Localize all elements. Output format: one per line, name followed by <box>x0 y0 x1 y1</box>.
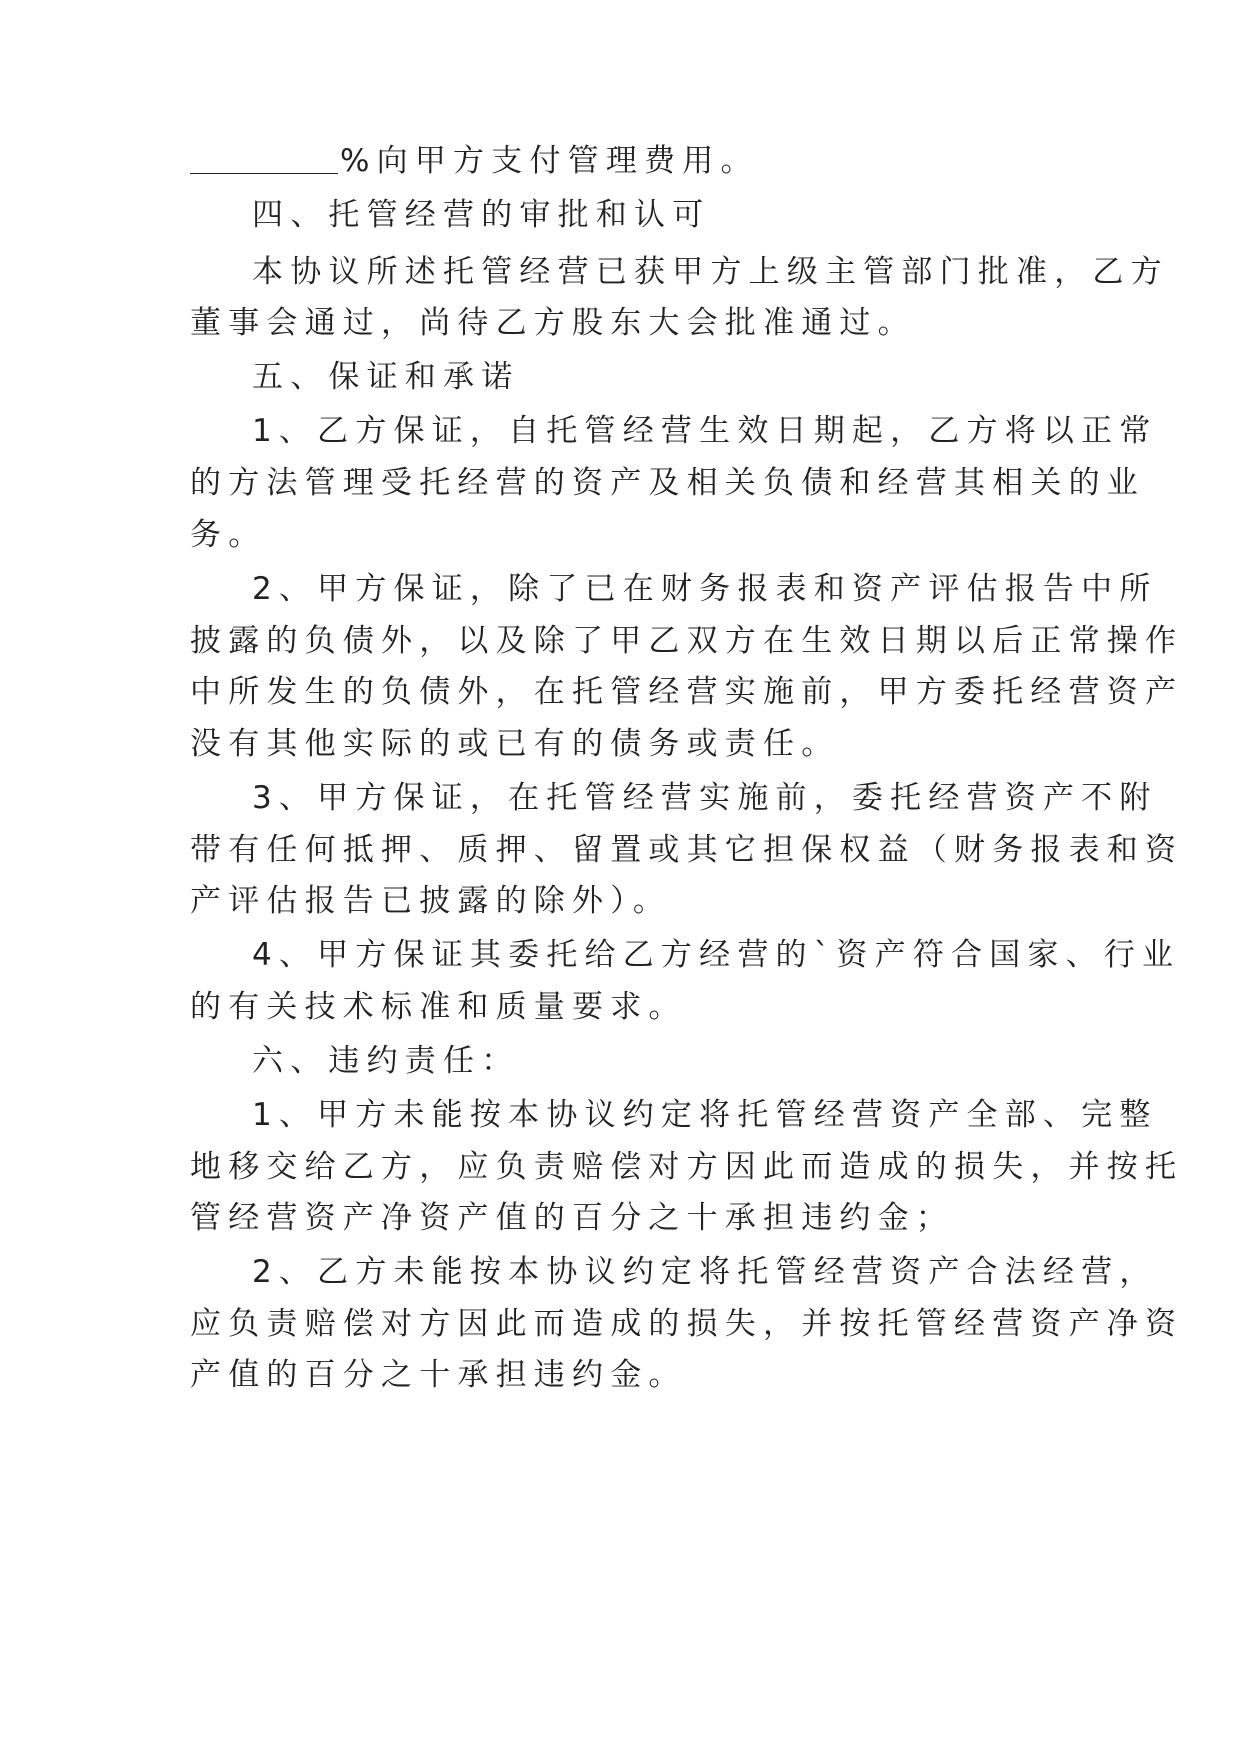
paragraph-line: 2、乙方未能按本协议约定将托管经营资产合法经营， <box>252 1254 1158 1290</box>
paragraph-line: 中所发生的负债外，在托管经营实施前，甲方委托经营资产 <box>190 674 1184 710</box>
section-heading-liability: 六、违约责任： <box>252 1043 520 1079</box>
paragraph-line: 董事会通过，尚待乙方股东大会批准通过。 <box>190 305 916 341</box>
paragraph-line: 应负责赔偿对方因此而造成的损失，并按托管经营资产净资 <box>190 1306 1184 1342</box>
paragraph-line-fee <box>190 140 759 182</box>
paragraph-line: 披露的负债外，以及除了甲乙双方在生效日期以后正常操作 <box>190 623 1184 659</box>
paragraph-line: 的方法管理受托经营的资产及相关负债和经营其相关的业 <box>190 465 1145 501</box>
paragraph-line: 产值的百分之十承担违约金。 <box>190 1357 687 1393</box>
section-heading-guarantees: 五、保证和承诺 <box>252 359 520 395</box>
paragraph-line: 2、甲方保证，除了已在财务报表和资产评估报告中所 <box>252 571 1158 607</box>
line-text: %向甲方支付管理费用。 <box>340 143 759 179</box>
paragraph-line: 务。 <box>190 517 267 553</box>
paragraph-line: 带有任何抵押、质押、留置或其它担保权益（财务报表和资 <box>190 832 1184 868</box>
paragraph-line: 的有关技术标准和质量要求。 <box>190 989 687 1025</box>
paragraph-line: 1、乙方保证，自托管经营生效日期起，乙方将以正常 <box>252 413 1158 449</box>
paragraph-line: 地移交给乙方，应负责赔偿对方因此而造成的损失，并按托 <box>190 1149 1184 1185</box>
fill-in-blank <box>190 143 338 174</box>
paragraph-line: 产评估报告已披露的除外）。 <box>190 883 672 919</box>
paragraph-line: 3、甲方保证，在托管经营实施前，委托经营资产不附 <box>252 780 1158 816</box>
paragraph-line: 1、甲方未能按本协议约定将托管经营资产全部、完整 <box>252 1097 1158 1133</box>
paragraph-line: 4、甲方保证其委托给乙方经营的`资产符合国家、行业 <box>252 937 1181 973</box>
section-heading-approval: 四、托管经营的审批和认可 <box>252 197 711 233</box>
paragraph-line: 管经营资产净资产值的百分之十承担违约金； <box>190 1200 954 1236</box>
paragraph-line: 没有其他实际的或已有的债务或责任。 <box>190 726 840 762</box>
paragraph-line: 本协议所述托管经营已获甲方上级主管部门批准，乙方 <box>252 254 1169 290</box>
